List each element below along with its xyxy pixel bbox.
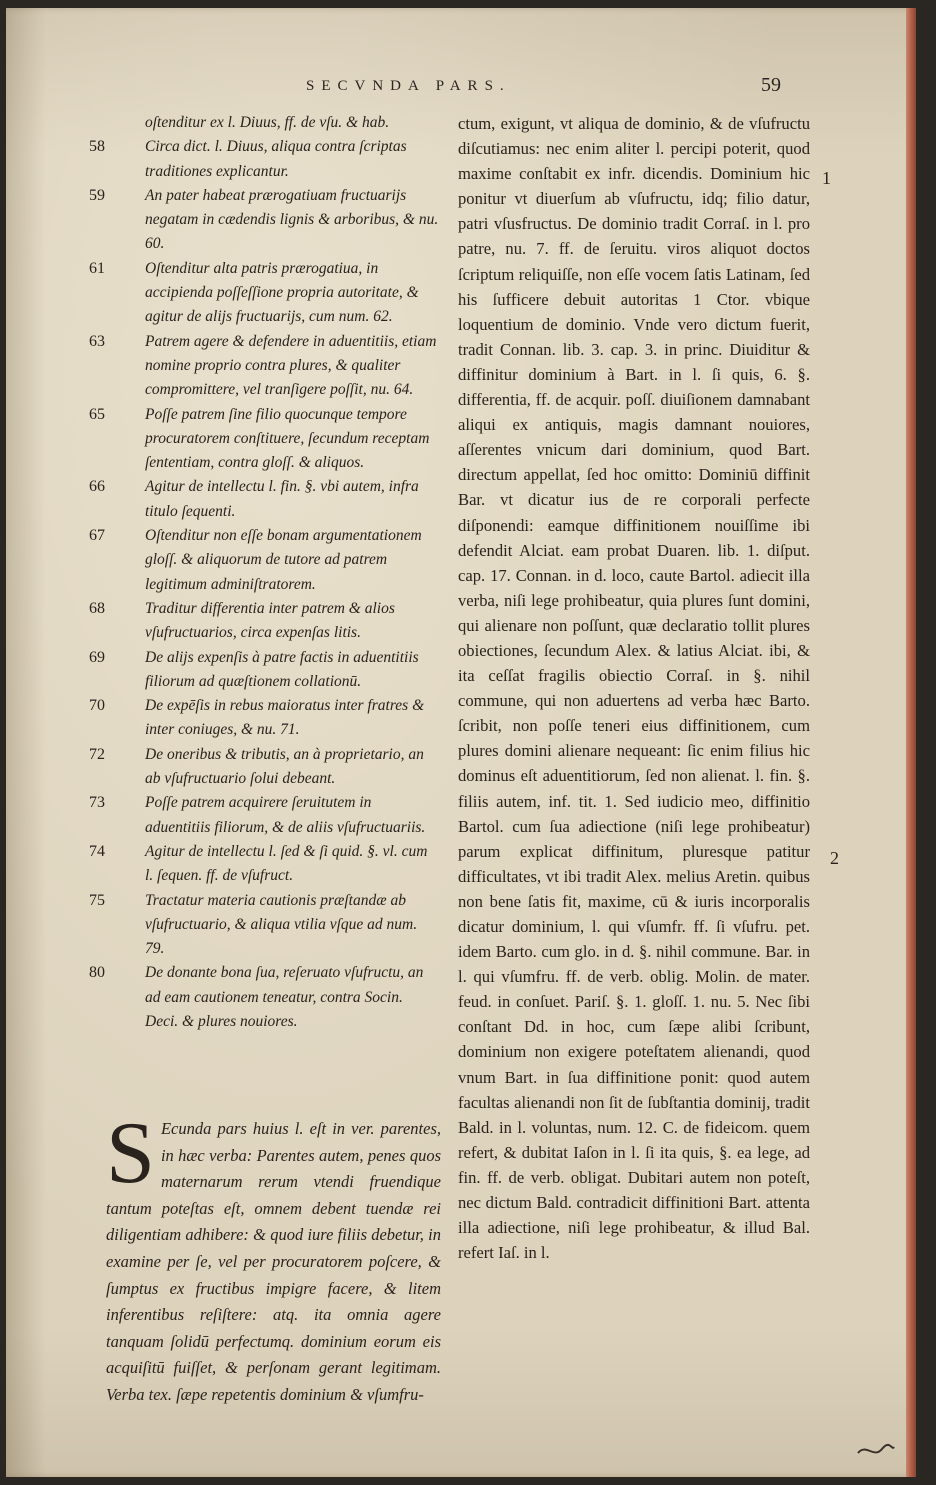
index-text: Agitur de intellectu l. fin. §. vbi autem, infra titulo ſequenti. <box>145 478 419 520</box>
margin-note-2: 2 <box>830 848 839 868</box>
index-text: An pater habeat prærogatiuam fructuarijs negatam in cædendis lignis & arboribus, & nu. 60. <box>145 186 439 253</box>
index-number: 66 <box>89 478 105 496</box>
index-number: 80 <box>89 964 105 982</box>
index-number: 75 <box>89 891 105 909</box>
index-number: 73 <box>89 794 105 812</box>
index-text: Traditur differentia inter patrem & alios vſufructuarios, circa expenſas litis. <box>145 599 395 642</box>
index-number: 74 <box>89 842 105 860</box>
index-entry <box>89 889 439 962</box>
index-summary-list <box>89 111 439 1034</box>
book-page <box>6 8 916 1477</box>
index-text: Poſſe patrem ſine filio quocunque tempore procuratorem conſtituere, ſecundum receptam ſententiam, contra gloſſ. & aliquos. <box>145 405 430 472</box>
index-number: 70 <box>89 697 105 715</box>
drop-capital: S <box>106 1105 155 1202</box>
index-entry <box>89 330 439 403</box>
index-entry <box>89 597 439 646</box>
index-text: Oſtenditur non eſſe bonam argumentationem gloſſ. & aliquorum de tutore ad patrem legitimum adminiſtratorem. <box>145 527 422 593</box>
index-entry <box>89 840 439 889</box>
page-fore-edge <box>906 8 916 1477</box>
index-text: Tractatur materia cautionis præſtandæ ab vſufructuario, & aliqua vtilia vſque ad num. 79. <box>145 891 418 958</box>
index-entry <box>89 111 439 135</box>
index-number: 63 <box>89 332 105 350</box>
index-entry <box>89 961 439 1034</box>
index-number: 59 <box>89 186 105 204</box>
index-entry <box>89 135 439 184</box>
index-text: oſtenditur ex l. Diuus, ff. de vſu. & hab. <box>145 114 390 131</box>
index-entry <box>89 646 439 695</box>
index-text: Agitur de intellectu l. ſed & ſi quid. §. vl. cum l. ſequen. ff. de vſufruct. <box>145 842 428 885</box>
ink-flourish-icon <box>856 1441 896 1461</box>
margin-note-1: 1 <box>822 168 831 188</box>
index-text: De donante bona ſua, reſeruato vſufructu, an ad eam cautionem teneatur, contra Socin. Deci. & plures nouiores. <box>145 964 424 1030</box>
body-paragraph-right: ctum, exigunt, vt aliqua de dominio, & de vſufructu diſcutiamus: nec enim aliter l. percipi poterit, quod maxime conſtabit ex infr. dicendis. Dominium hic ponitur vt diuerſum ab vſufructu, idq; filio datur, patri vſusfructus. De dominio tradit Corraſ. in l. pro patre, nu. 7. ff. de ſeruitu. viros aliquot doctos ſcriptum reliquiſſe, non eſſe vocem ſatis Latinam, ſed his ſufficere debuit autoritas 1 Ctor. vbique loquentium de dominio. Vnde vero dictum fuerit, tradit Connan. lib. 3. cap. 3. in princ. Diuiditur & diffinitur dominium à Bart. in l. ſi quis, 6. §. differentia, ff. de acquir. poſſ. diuiſionem damnabant aliqui ex antiquis, magis damnant nouiores, aſſerentes vnicum dari dominium, quod Bart. directum appellat, ſed hoc omitto: Dominiū diffinit Bar. vt dicatur ius de re corporali perfecte diſponendi: eamque diffinitionem nouiſſime ibi defendit Alciat. eam probat Duaren. lib. 1. diſput. cap. 17. Connan. in d. loco, caute Bartol. adiecit illa verba, niſi lege prohibeatur, quia plures ſunt domini, qui alienare non poſſunt, quæ declaratio tollit plures obiectiones, ſecundum Alex. & latius Alciat. ibi, & ita ceſſat fragilis obiectio Corraſ. in §. nihil commune, qui non aduertens ad verba hæc Barto. ſcribit, non poſſe teneri eius diffinitionem, cum plures domini alienare nequeant: ſic enim filius hic dominus eſt aduentitiorum, ſed non alienat. l. fin. §. filiis autem, inf. tit. 1. Sed iudicio meo, diffinitio Bartol. cum ſua adiectione (niſi lege prohibeatur) parum explicat diffinitum, pluresque patitur difficultates, vt ibi tradit Alex. melius Aretin. quibus non bene ſatis fit, maxime, cū & iuris incorporalis dicatur dominium, l. qui vſumfr. ff. ſi vſufru. pet. idem Barto. cum glo. in d. §. nihil commune. Bar. in l. qui vſumfru. ff. de verb. oblig. Molin. de mater. feud. in conſuet. Pariſ. §. 1. gloſſ. 1. nu. 5. Nec ſibi conſtant Dd. in hoc, cum ſæpe alibi ſcribunt, dominium non exigere poteſtatem alienandi, quod vnum Bart. in ſua diffinitione ponit: quod autem facultas alienandi non ſit de ſubſtantia dominij, tradit Bald. in l. voluntas, num. 12. C. de fideicom. quem refert, & dubitat Iaſon in l. ſi ita quis, §. ea lege, ad fin. ff. de verb. obligat. Dubitari autem non poteſt, nec dictum Bald. contradicit diffinitioni Bart. attenta illa adiectione, niſi lege prohibeatur, & illud Bal. refert Iaſ. in l. <box>458 114 810 1263</box>
index-entry <box>89 403 439 476</box>
index-text: Circa dict. l. Diuus, aliqua contra ſcriptas traditiones explicantur. <box>145 138 407 180</box>
index-text: Patrem agere & defendere in aduentitiis, etiam nomine proprio contra plures, & qualiter compromittere, vel tranſigere poſſit, nu. 64. <box>145 332 437 399</box>
body-text-left <box>106 1105 441 1409</box>
index-text: Oſtenditur alta patris prærogatiua, in accipienda poſſeſſione propria autoritate, & agitur de alijs fructuarijs, cum num. 62. <box>145 259 419 326</box>
index-number: 58 <box>89 138 105 156</box>
index-text: De oneribus & tributis, an à proprietario, an ab vſufructuario ſolui debeant. <box>145 745 424 788</box>
body-paragraph-left: Ecunda pars huius l. eſt in ver. parentes, in hæc verba: Parentes autem, penes quos maternarum rerum vtendi fruendique tantum poteſtas eſt, omnem debent tuendæ rei diligentiam adhibere: & quod iure filiis debetur, in examine per ſe, vel per procuratorem poſcere, & ſumptus ex fructibus impigre facere, & litem inferentibus reſiſtere: atq. ita omnia agere tanquam ſolidū perfectumq. dominium eorum eis acquiſitū fuiſſet, & perſonam gerant legitimam. Verba tex. ſæpe repetentis dominium & vſumfru- <box>106 1119 441 1404</box>
folio-number: 59 <box>761 74 781 96</box>
index-text: De alijs expenſis à patre factis in aduentitiis filiorum ad quæſtionem collationū. <box>145 648 419 690</box>
index-number: 69 <box>89 648 105 666</box>
index-number: 72 <box>89 745 105 763</box>
running-head: SECVNDA PARS. <box>306 78 511 94</box>
index-number: 67 <box>89 527 105 545</box>
index-number: 61 <box>89 259 105 277</box>
index-entry <box>89 184 439 257</box>
index-entry <box>89 743 439 792</box>
index-entry <box>89 524 439 597</box>
index-number: 68 <box>89 599 105 617</box>
index-text: Poſſe patrem acquirere ſeruitutem in aduentitiis filiorum, & de aliis vſufructuariis. <box>145 794 426 836</box>
index-entry <box>89 475 439 524</box>
index-number: 65 <box>89 405 105 423</box>
index-text: De expēſis in rebus maioratus inter fratres & inter coniuges, & nu. 71. <box>145 697 425 739</box>
index-entry <box>89 257 439 330</box>
index-entry <box>89 694 439 743</box>
index-entry <box>89 791 439 840</box>
body-text-right <box>458 111 810 1265</box>
